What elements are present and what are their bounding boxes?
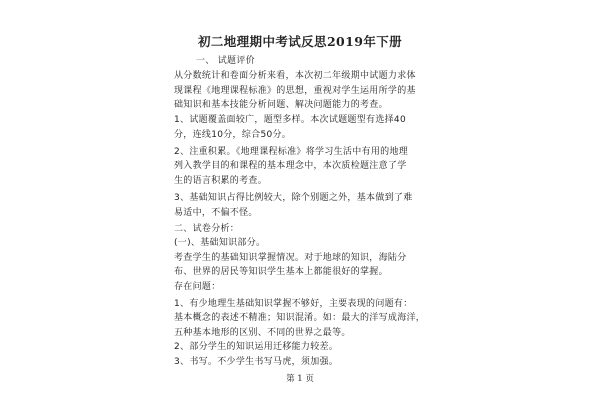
body-line: 从分数统计和卷面分析来看，本次初二年级期中试题力求体 [174, 71, 416, 81]
body-line: 3、书写。不少学生书写马虎，须加强。 [174, 357, 339, 367]
body-line: 易适中，不偏不怪。 [174, 208, 258, 218]
body-line: 考查学生的基础知识掌握情况。对于地球的知识，海陆分 [174, 253, 407, 263]
body-line: 1、有少地理生基础知识掌握不够好，主要表现的问题有： [174, 299, 413, 309]
body-line: 3、基础知识占得比例较大，除个别题之外，基本做到了难 [174, 193, 413, 203]
section-heading: 二、试卷分析： [174, 224, 240, 234]
page-number: 第 1 页 [286, 374, 314, 384]
document-title: 初二地理期中考试反思2019年下册 [197, 34, 403, 49]
body-line: 1、试题覆盖面较广，题型多样。本次试题题型有选择40 [174, 115, 406, 125]
body-line: 五种基本地形的区别、不同的世界之最等。 [174, 328, 351, 338]
body-line: 布、世界的居民等知识学生基本上都能很好的掌握。 [174, 267, 388, 277]
body-line: 存在问题： [174, 282, 221, 292]
body-line: 础知识和基本技能分析问题、解决问题能力的考查。 [174, 100, 388, 110]
body-line: 基本概念的表述不精准；知识混淆。如：最大的洋写成海洋， [174, 313, 426, 323]
body-line: 生的语言积累的考查。 [174, 176, 268, 186]
body-line: 2、注重积累。《地理课程标准》将学习生活中有用的地理 [174, 147, 409, 157]
body-line: 现课程《地理课程标准》的思想，重视对学生运用所学的基 [174, 86, 416, 96]
body-line: 列入教学目的和课程的基本理念中，本次质检题注意了学 [174, 161, 407, 171]
body-line: 分，连线10分，综合50分。 [174, 130, 292, 140]
section-heading: 一、 试题评价 [196, 56, 255, 66]
subsection-heading: (一)、基础知识部分。 [174, 238, 266, 248]
body-line: 2、部分学生的知识运用迁移能力较差。 [174, 342, 339, 352]
